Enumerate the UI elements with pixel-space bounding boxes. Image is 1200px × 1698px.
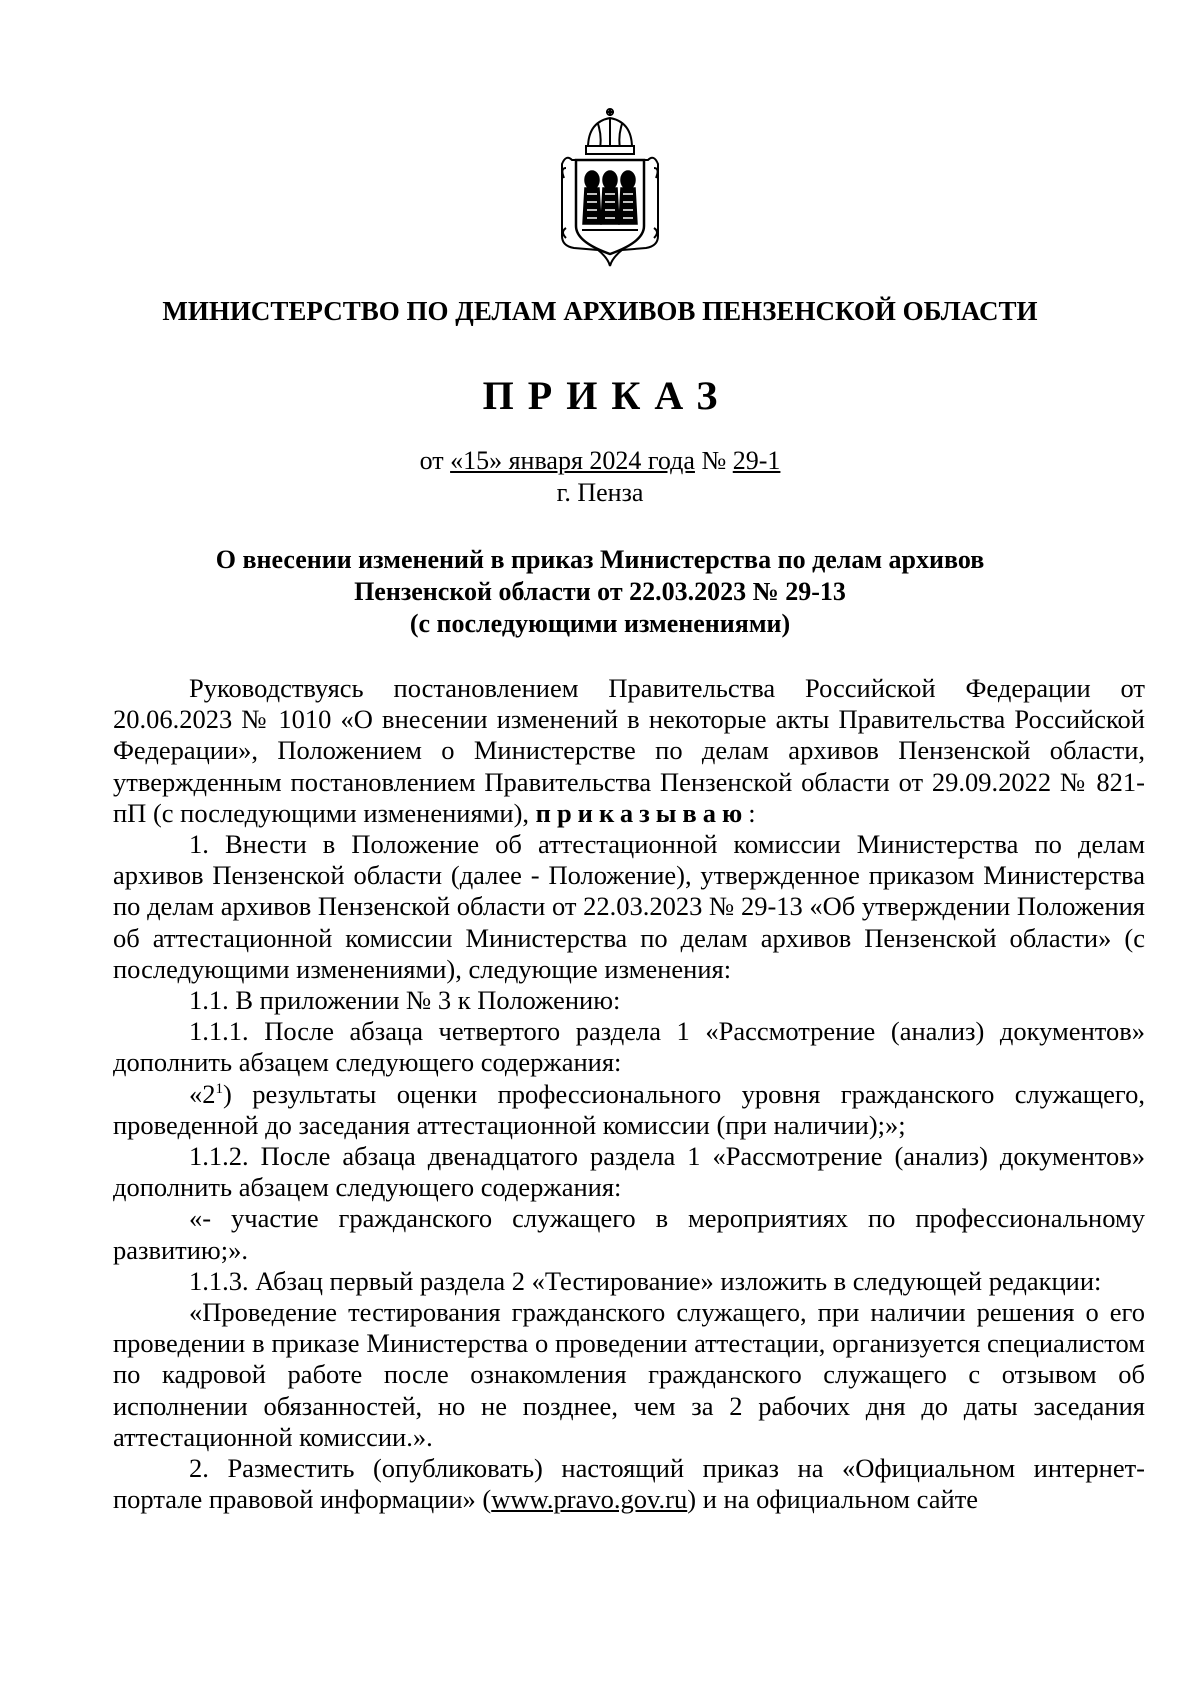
preamble-end: : [748, 797, 756, 828]
date-number-line [0, 446, 1200, 476]
quote-start: «2 [189, 1078, 216, 1109]
paragraph-preamble [113, 673, 1145, 829]
pravo-link[interactable]: www.pravo.gov.ru [491, 1484, 688, 1515]
paragraph-1-1-3: 1.1.3. Абзац первый раздела 2 «Тестирование» изложить в следующей редакции: [189, 1265, 1102, 1296]
superscript: 1 [215, 1080, 223, 1097]
document-type-title: ПРИКАЗ [482, 373, 732, 418]
preamble-text: Руководствуясь постановлением Правительства Российской Федерации от 20.06.2023 № 1010 «О внесении изменений в некоторые акты Правительства Российской Федерации», Положением о Министерстве по делам архивов Пензенской области, утвержденным постановлением Правительства Пензенской области от 29.09.2022 № 821-пП (с последующими изменениями), [113, 673, 1145, 828]
number-prefix: № [694, 446, 733, 475]
paragraph-quote-participation: «- участие гражданского служащего в мероприятиях по профессиональному развитию;». [113, 1203, 1145, 1265]
city: г. Пенза [556, 478, 644, 507]
date-prefix: от [419, 446, 451, 475]
publish-text-end: ) и на официальном сайте [687, 1484, 979, 1515]
document-subject [100, 544, 1100, 640]
coat-of-arms-icon [558, 108, 662, 268]
subject-line: Пензенской области от 22.03.2023 № 29-13 [354, 577, 846, 606]
publish-text: 2. Разместить (опубликовать) настоящий приказ на «Официальном интернет-портале правовой информации» ( [113, 1453, 1145, 1515]
order-word: приказываю [535, 797, 749, 828]
document-body [113, 673, 1145, 1515]
document-number: 29-1 [732, 446, 781, 475]
paragraph-quote-2-1 [113, 1079, 1145, 1141]
ministry-name: МИНИСТЕРСТВО ПО ДЕЛАМ АРХИВОВ ПЕНЗЕНСКОЙ ОБЛАСТИ [162, 296, 1038, 326]
quote-rest: ) результаты оценки профессионального уровня гражданского служащего, проведенной до заседания аттестационной комиссии (при наличии);»; [113, 1078, 1145, 1140]
paragraph-2 [113, 1453, 1145, 1515]
paragraph-1: 1. Внести в Положение об аттестационной комиссии Министерства по делам архивов Пензенской области (далее - Положение), утвержденное приказом Министерства по делам архивов Пензенской области от 22.03.2023 № 29-13 «Об утверждении Положения об аттестационной комиссии Министерства по делам архивов Пензенской области» (с последующими изменениями), следующие изменения: [113, 829, 1145, 984]
paragraph-quote-testing: «Проведение тестирования гражданского служащего, при наличии решения о его проведении в приказе Министерства о проведении аттестации, организуется специалистом по кадровой работе после ознакомления гражданского служащего с отзывом об исполнении обязанностей, но не позднее, чем за 2 рабочих дня до даты заседания аттестационной комиссии.». [113, 1297, 1145, 1452]
document-date: «15» января 2024 года [450, 446, 695, 475]
subject-line: О внесении изменений в приказ Министерства по делам архивов [215, 545, 985, 574]
paragraph-1-1-1: 1.1.1. После абзаца четвертого раздела 1 «Рассмотрение (анализ) документов» дополнить абзацем следующего содержания: [113, 1016, 1145, 1078]
subject-line: (с последующими изменениями) [409, 609, 791, 638]
paragraph-1-1-2: 1.1.2. После абзаца двенадцатого раздела 1 «Рассмотрение (анализ) документов» дополнить абзацем следующего содержания: [113, 1141, 1145, 1203]
paragraph-1-1: 1.1. В приложении № 3 к Положению: [189, 985, 621, 1016]
